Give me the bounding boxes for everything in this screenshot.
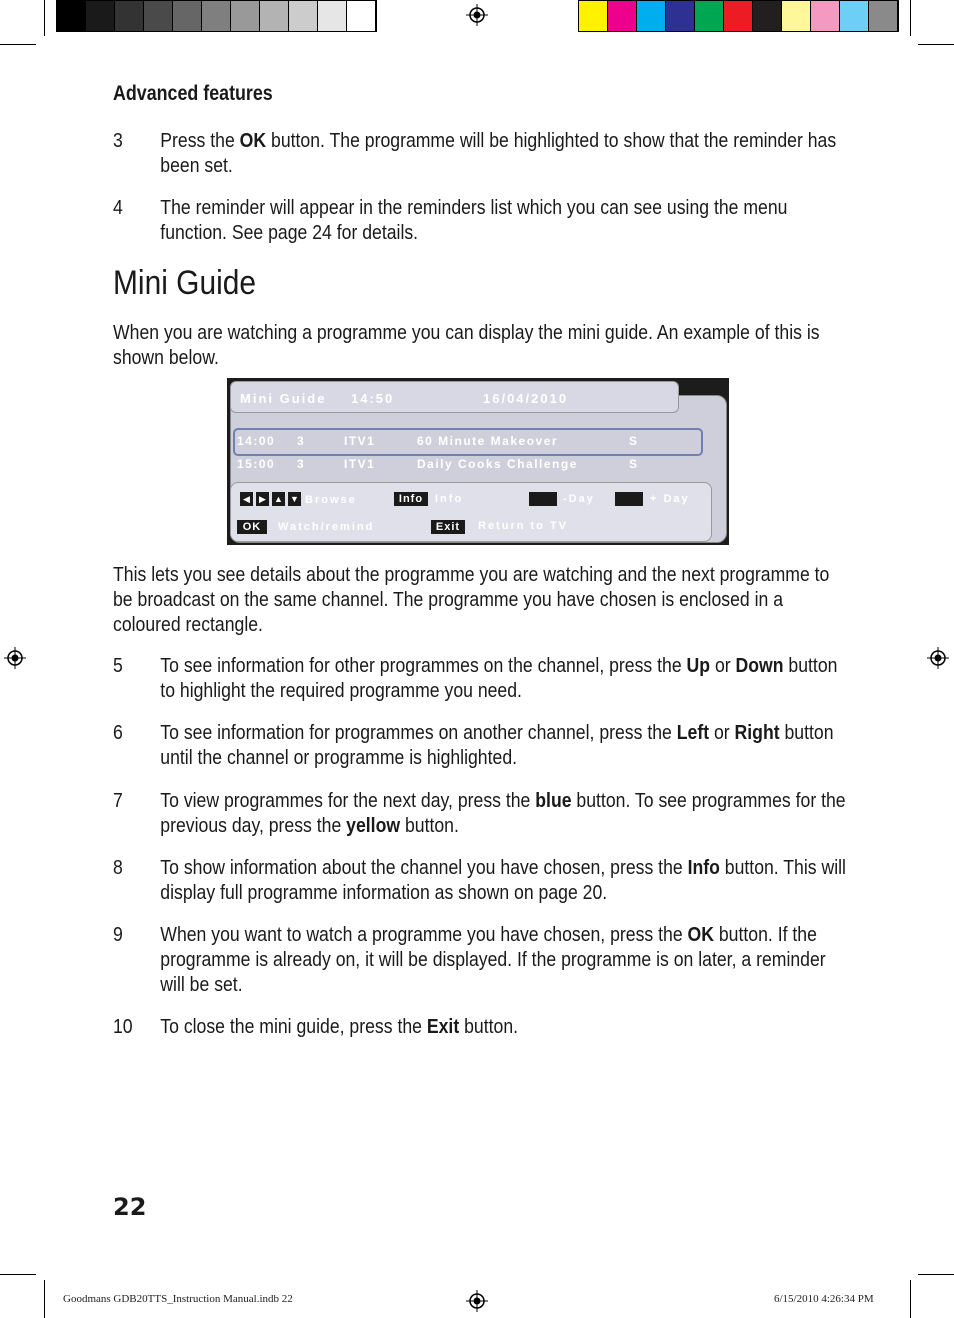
crop-mark [918, 1274, 954, 1275]
color-swatch [666, 1, 695, 31]
left-arrow-icon: ◀ [240, 492, 253, 506]
step-text: The reminder will appear in the reminders list which you can see using the menu function. See page 24 for details. [160, 196, 788, 244]
process-color-bar [578, 0, 899, 32]
button-name: Info [687, 856, 720, 879]
crop-mark [918, 44, 954, 45]
row-programme: Daily Cooks Challenge [417, 457, 578, 471]
color-swatch [695, 1, 724, 31]
color-swatch [608, 1, 637, 31]
step-number: 5 [113, 654, 123, 677]
crop-mark [44, 0, 45, 36]
guide-label: Mini Guide [240, 391, 327, 406]
step-number: 3 [113, 129, 123, 152]
page-number: 22 [113, 1193, 147, 1221]
color-swatch [869, 1, 898, 31]
blue-key [529, 492, 557, 506]
yellow-key [615, 492, 643, 506]
color-swatch [115, 1, 144, 31]
color-swatch [840, 1, 869, 31]
button-name: yellow [346, 814, 401, 837]
button-name: OK [687, 923, 714, 946]
guide-header [230, 381, 679, 413]
registration-mark-icon [927, 647, 949, 669]
step-text: To close the mini guide, press the Exit button. [160, 1015, 519, 1038]
button-name: Up [686, 654, 711, 677]
step-number: 9 [113, 923, 123, 946]
row-channel-number: 3 [297, 457, 306, 471]
step-number: 6 [113, 721, 123, 744]
row-channel-number: 3 [297, 434, 306, 448]
row-time: 15:00 [237, 457, 276, 471]
button-name: Exit [426, 1015, 460, 1038]
watch-remind-label: Watch/remind [278, 521, 375, 533]
button-name: Left [676, 721, 710, 744]
down-arrow-icon: ▼ [288, 492, 301, 506]
step-text: Press the OK button. The programme will be highlighted to show that the reminder has been set. [160, 129, 837, 177]
color-swatch [202, 1, 231, 31]
color-swatch [637, 1, 666, 31]
color-swatch [57, 1, 86, 31]
slug-file: Goodmans GDB20TTS_Instruction Manual.indb 22 [63, 1293, 293, 1305]
mini-guide-screen [227, 378, 729, 545]
step-number: 10 [113, 1015, 133, 1038]
color-swatch [782, 1, 811, 31]
row-time: 14:00 [237, 434, 276, 448]
intro-paragraph: When you are watching a programme you can display the mini guide. An example of this is shown below. [113, 321, 820, 369]
info-key: Info [394, 492, 428, 506]
gray-color-bar [56, 0, 377, 32]
step-number: 7 [113, 789, 123, 812]
row-channel-name: ITV1 [344, 457, 376, 471]
color-swatch [579, 1, 608, 31]
row-flag: S [629, 457, 639, 471]
step-number: 4 [113, 196, 123, 219]
crop-mark [910, 1280, 911, 1318]
color-swatch [724, 1, 753, 31]
after-screen-paragraph: This lets you see details about the programme you are watching and the next programme to be broadcast on the same channel. The programme you have chosen is enclosed in a coloured rectangle. [113, 563, 830, 636]
color-swatch [318, 1, 347, 31]
color-swatch [289, 1, 318, 31]
guide-date: 16/04/2010 [483, 391, 569, 406]
ok-key: OK [237, 520, 267, 534]
section-heading: Advanced features [113, 82, 273, 105]
registration-mark-icon [466, 4, 488, 26]
row-channel-name: ITV1 [344, 434, 376, 448]
crop-mark [910, 0, 911, 36]
color-swatch [231, 1, 260, 31]
color-swatch [347, 1, 376, 31]
crop-mark [0, 1274, 36, 1275]
step-text: To see information for other programmes on the channel, press the Up or Down button to highlight the required programme you need. [160, 654, 838, 702]
return-label: Return to TV [478, 520, 568, 532]
color-swatch [753, 1, 782, 31]
browse-label: Browse [305, 494, 357, 506]
plus-day-label: + Day [650, 493, 690, 505]
step-text: To view programmes for the next day, press the blue button. To see programmes for the previous day, press the yellow button. [160, 789, 846, 837]
step-text: When you want to watch a programme you have chosen, press the OK button. If the programme is already on, it will be displayed. If the programme is on later, a reminder will be set. [160, 923, 826, 996]
page-title: Mini Guide [113, 264, 257, 302]
up-arrow-icon: ▲ [272, 492, 285, 506]
step-number: 8 [113, 856, 123, 879]
color-swatch [144, 1, 173, 31]
row-programme: 60 Minute Makeover [417, 434, 559, 448]
right-arrow-icon: ▶ [256, 492, 269, 506]
color-swatch [811, 1, 840, 31]
info-label: Info [435, 493, 464, 505]
minus-day-label: -Day [563, 493, 595, 505]
guide-footer [230, 482, 712, 542]
step-text: To see information for programmes on another channel, press the Left or Right button until the channel or programme is highlighted. [160, 721, 834, 769]
color-swatch [260, 1, 289, 31]
color-swatch [86, 1, 115, 31]
guide-time: 14:50 [351, 391, 395, 406]
crop-mark [0, 44, 36, 45]
step-text: To show information about the channel you have chosen, press the Info button. This will display full programme information as shown on page 20. [160, 856, 846, 904]
button-name: Down [735, 654, 784, 677]
button-name: Right [734, 721, 780, 744]
button-name: blue [535, 789, 572, 812]
exit-key: Exit [431, 520, 465, 534]
crop-mark [44, 1280, 45, 1318]
registration-mark-icon [466, 1290, 488, 1312]
row-flag: S [629, 434, 639, 448]
button-name: OK [239, 129, 267, 152]
color-swatch [173, 1, 202, 31]
slug-timestamp: 6/15/2010 4:26:34 PM [774, 1293, 874, 1305]
registration-mark-icon [4, 647, 26, 669]
